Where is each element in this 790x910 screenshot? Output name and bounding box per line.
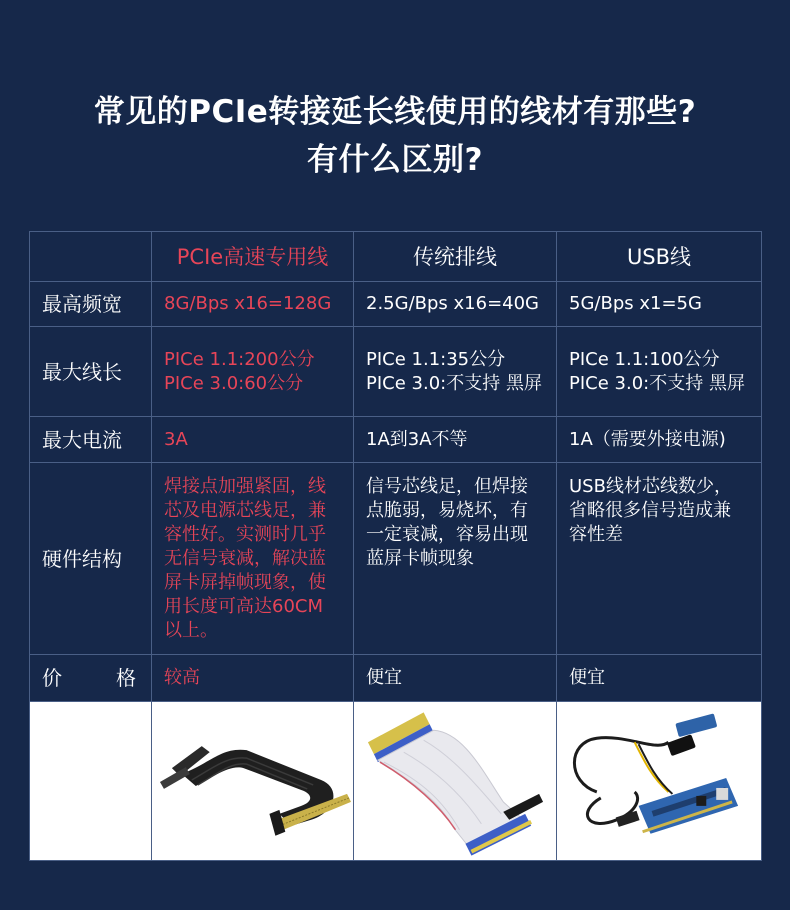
pcie-riser-image: [152, 702, 354, 861]
length-ribbon: [354, 327, 557, 417]
header-ribbon: 传统排线: [354, 232, 557, 282]
ribbon-cable-drawing: [354, 702, 556, 860]
structure-ribbon-line: 信号芯线足，但焊接: [366, 476, 528, 497]
price-label-char: 价: [42, 666, 62, 690]
structure-pcie-line: 用长度可高达60CM: [164, 596, 324, 617]
structure-usb-line: USB线材芯线数少，: [569, 476, 732, 497]
page-title: [0, 88, 790, 184]
bandwidth-pcie: 8G/Bps x16=128G: [152, 282, 354, 327]
current-ribbon: 1A到3A不等: [354, 417, 557, 463]
length-ribbon-line: PICe 3.0:不支持 黑屏: [366, 372, 542, 394]
structure-pcie-line: 屏卡屏掉帧现象，使: [164, 572, 326, 593]
length-usb-line: PICe 1.1:100公分: [569, 348, 720, 370]
price-ribbon: 便宜: [354, 655, 557, 702]
structure-pcie-line: 容性好。实测时几乎: [164, 524, 326, 545]
current-label: 最大电流: [30, 417, 152, 463]
header-empty-cell: [30, 232, 152, 282]
current-pcie: 3A: [152, 417, 354, 463]
structure-pcie-line: 无信号衰减，解决蓝: [164, 548, 326, 569]
structure-ribbon: [354, 463, 557, 655]
length-usb: [557, 327, 762, 417]
structure-ribbon-line: 点脆弱，易烧坏，有: [366, 500, 528, 521]
structure-label: 硬件结构: [30, 463, 152, 655]
ribbon-cable-image: [354, 702, 557, 861]
row-current: [30, 417, 762, 463]
length-pcie-line: PICe 3.0:60公分: [164, 372, 304, 394]
row-images: [30, 702, 762, 861]
structure-pcie-line: 焊接点加强紧固，线: [164, 476, 326, 497]
comparison-table: [29, 231, 762, 861]
price-usb: 便宜: [557, 655, 762, 702]
row-bandwidth: [30, 282, 762, 327]
bandwidth-label: 最高频宽: [30, 282, 152, 327]
bandwidth-usb: 5G/Bps x1=5G: [557, 282, 762, 327]
usb-riser-image: [557, 702, 762, 861]
row-length: [30, 327, 762, 417]
structure-usb-line: 省略很多信号造成兼: [569, 500, 731, 521]
header-row: [30, 232, 762, 282]
bandwidth-ribbon: 2.5G/Bps x16=40G: [354, 282, 557, 327]
structure-pcie-line: 以上。: [164, 620, 218, 641]
header-pcie: PCIe高速专用线: [152, 232, 354, 282]
length-usb-line: PICe 3.0:不支持 黑屏: [569, 372, 745, 394]
structure-ribbon-line: 蓝屏卡帧现象: [366, 548, 474, 569]
structure-ribbon-line: 一定衰减，容易出现: [366, 524, 528, 545]
title-line-1: 常见的PCIe转接延长线使用的线材有那些?: [93, 94, 697, 130]
images-empty-cell: [30, 702, 152, 861]
length-ribbon-line: PICe 1.1:35公分: [366, 348, 506, 370]
structure-pcie-line: 芯及电源芯线足，兼: [164, 500, 326, 521]
row-structure: [30, 463, 762, 655]
current-usb: 1A（需要外接电源): [557, 417, 762, 463]
header-usb: USB线: [557, 232, 762, 282]
price-label: [30, 655, 152, 702]
length-pcie: [152, 327, 354, 417]
title-line-2: 有什么区别?: [307, 142, 483, 178]
structure-pcie: [152, 463, 354, 655]
row-price: [30, 655, 762, 702]
length-label: 最大线长: [30, 327, 152, 417]
price-pcie: 较高: [152, 655, 354, 702]
price-label-char: 格: [116, 666, 136, 690]
pcie-riser-drawing: [152, 702, 353, 860]
structure-usb-line: 容性差: [569, 524, 623, 545]
structure-usb: [557, 463, 762, 655]
length-pcie-line: PICe 1.1:200公分: [164, 348, 315, 370]
usb-riser-drawing: [557, 702, 761, 860]
